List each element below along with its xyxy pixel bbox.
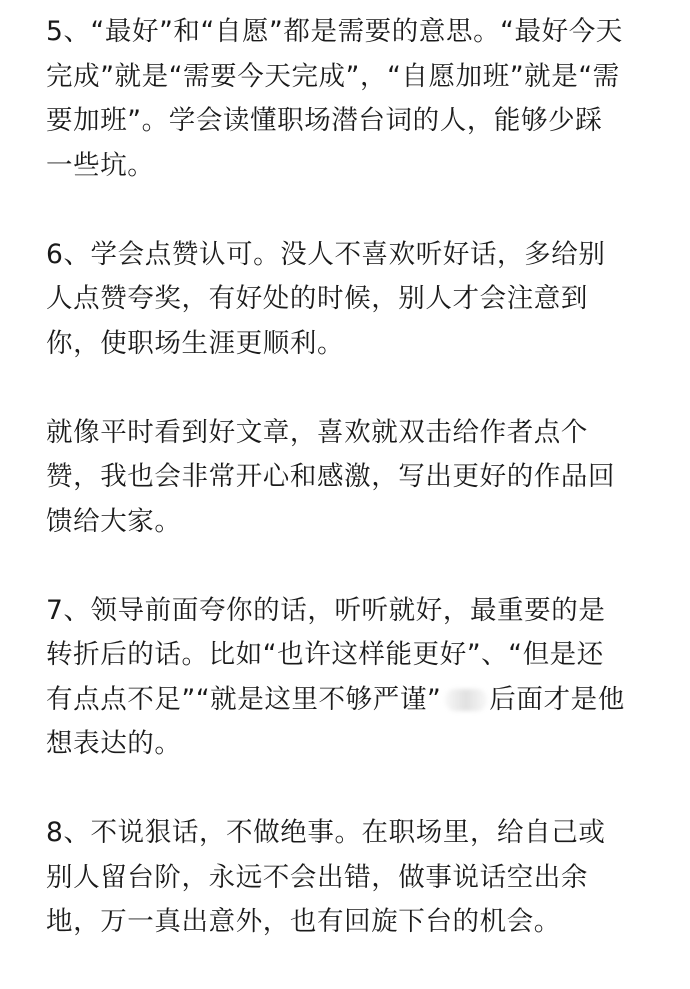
text-line: 想表达的。 bbox=[46, 728, 182, 759]
text-segment: 后面才是他 bbox=[489, 683, 625, 715]
text-line: 转折后的话。比如“也许这样能更好”、“但是还 bbox=[46, 639, 604, 670]
blurred-region bbox=[445, 689, 487, 711]
text-line: 要加班”。学会读懂职场潜台词的人，能够少踩 bbox=[46, 105, 603, 136]
paragraph-tip-7 bbox=[46, 589, 650, 767]
text-segment: 有点点不足”“就是这里不够严谨” bbox=[46, 683, 442, 715]
text-line: 地，万一真出意外，也有回旋下台的机会。 bbox=[46, 906, 561, 937]
paragraph-tip-5 bbox=[46, 10, 650, 188]
text-line: 7、领导前面夸你的话，听听就好，最重要的是 bbox=[46, 594, 606, 626]
text-line: 人点赞夸奖，有好处的时候，别人才会注意到 bbox=[46, 283, 588, 314]
paragraph-example bbox=[46, 411, 650, 545]
text-line: 赞，我也会非常开心和感激，写出更好的作品回 bbox=[46, 461, 616, 492]
paragraph-tip-8 bbox=[46, 811, 650, 945]
text-line: 一些坑。 bbox=[46, 149, 155, 181]
article-body bbox=[46, 10, 650, 989]
text-line: 别人留台阶，永远不会出错，做事说话空出余 bbox=[46, 861, 588, 893]
text-line: 6、学会点赞认可。没人不喜欢听好话，多给别 bbox=[46, 238, 606, 270]
text-line: 你，使职场生涯更顺利。 bbox=[46, 327, 345, 359]
text-line: 就像平时看到好文章，喜欢就双击给作者点个 bbox=[46, 416, 588, 448]
paragraph-tip-6 bbox=[46, 233, 650, 367]
text-line: 8、不说狠话，不做绝事。在职场里，给自己或 bbox=[46, 817, 606, 848]
text-line: 完成”就是“需要今天完成”，“自愿加班”就是“需 bbox=[46, 60, 620, 92]
text-line-with-blur bbox=[46, 678, 650, 723]
text-line: 馈给大家。 bbox=[46, 505, 182, 537]
text-line: 5、“最好”和“自愿”都是需要的意思。“最好今天 bbox=[46, 16, 623, 47]
